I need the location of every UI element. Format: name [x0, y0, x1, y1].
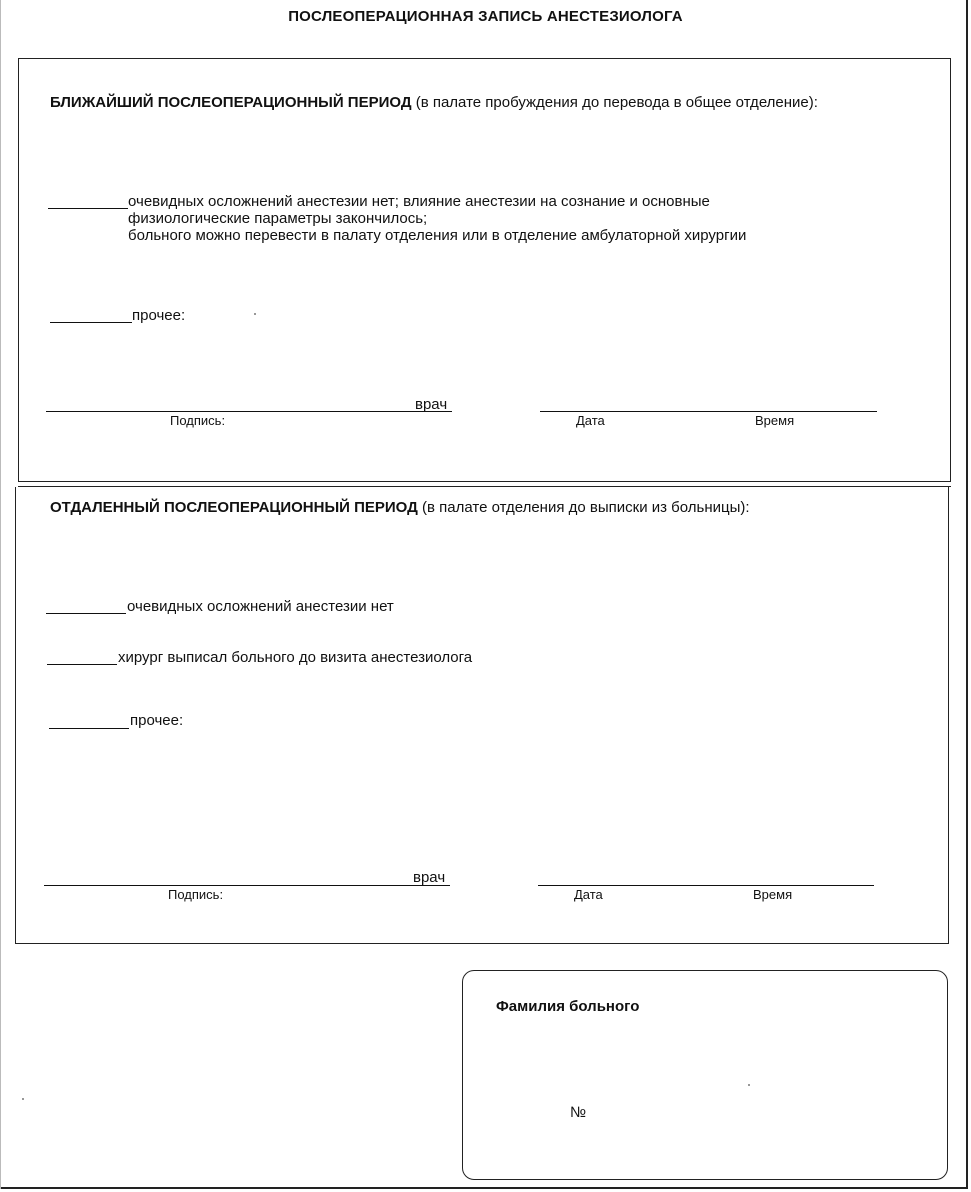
section2-heading-bold: ОТДАЛЕННЫЙ ПОСЛЕОПЕРАЦИОННЫЙ ПЕРИОД: [50, 499, 418, 516]
section1-doctor-label: врач: [415, 396, 448, 413]
scan-speck: [254, 313, 256, 315]
section2-item1-checkline[interactable]: [46, 613, 126, 614]
section2-heading-sub: (в палате отделения до выписки из больницы):: [422, 499, 750, 516]
section2-item3-label: прочее:: [130, 712, 184, 729]
section1-date-label: Дата: [576, 413, 605, 428]
section1-item1-checkline[interactable]: [48, 208, 128, 209]
section2-signature-line[interactable]: [44, 885, 450, 886]
patient-number-label: №: [570, 1104, 587, 1121]
section1-item1-line3: больного можно перевести в палату отделения или в отделение амбулаторной хирургии: [128, 227, 747, 244]
patient-surname-label: Фамилия больного: [496, 998, 640, 1015]
scan-speck: [22, 1098, 24, 1100]
section1-heading-bold: БЛИЖАЙШИЙ ПОСЛЕОПЕРАЦИОННЫЙ ПЕРИОД: [50, 94, 412, 111]
section1-item1-line2: физиологические параметры закончилось;: [128, 210, 428, 227]
scan-speck: [748, 1084, 750, 1086]
page-left-edge: [0, 0, 1, 1189]
section1-signature-label: Подпись:: [170, 413, 226, 428]
section2-item2-label: хирург выписал больного до визита анестезиолога: [118, 649, 473, 666]
section1-item2-checkline[interactable]: [50, 322, 132, 323]
section-immediate-postop: [18, 58, 951, 481]
section2-date-label: Дата: [574, 887, 603, 902]
document-title: ПОСЛЕОПЕРАЦИОННАЯ ЗАПИСЬ АНЕСТЕЗИОЛОГА: [288, 8, 683, 25]
section1-item1-line1: очевидных осложнений анестезии нет; влияние анестезии на сознание и основные: [128, 193, 710, 210]
section2-item1-label: очевидных осложнений анестезии нет: [127, 598, 394, 615]
section1-datetime-line[interactable]: [540, 411, 877, 412]
section2-signature-label: Подпись:: [168, 887, 224, 902]
section2-doctor-label: врач: [413, 869, 446, 886]
section1-item2-label: прочее:: [132, 307, 186, 324]
section2-datetime-line[interactable]: [538, 885, 874, 886]
section1-heading: [50, 94, 818, 111]
section2-item3-checkline[interactable]: [49, 728, 129, 729]
section2-time-label: Время: [753, 887, 793, 902]
section1-signature-line[interactable]: [46, 411, 452, 412]
section1-time-label: Время: [755, 413, 795, 428]
section1-heading-sub: (в палате пробуждения до перевода в общее отделение):: [415, 94, 818, 111]
section2-item2-checkline[interactable]: [47, 664, 117, 665]
section2-heading: [50, 499, 750, 516]
